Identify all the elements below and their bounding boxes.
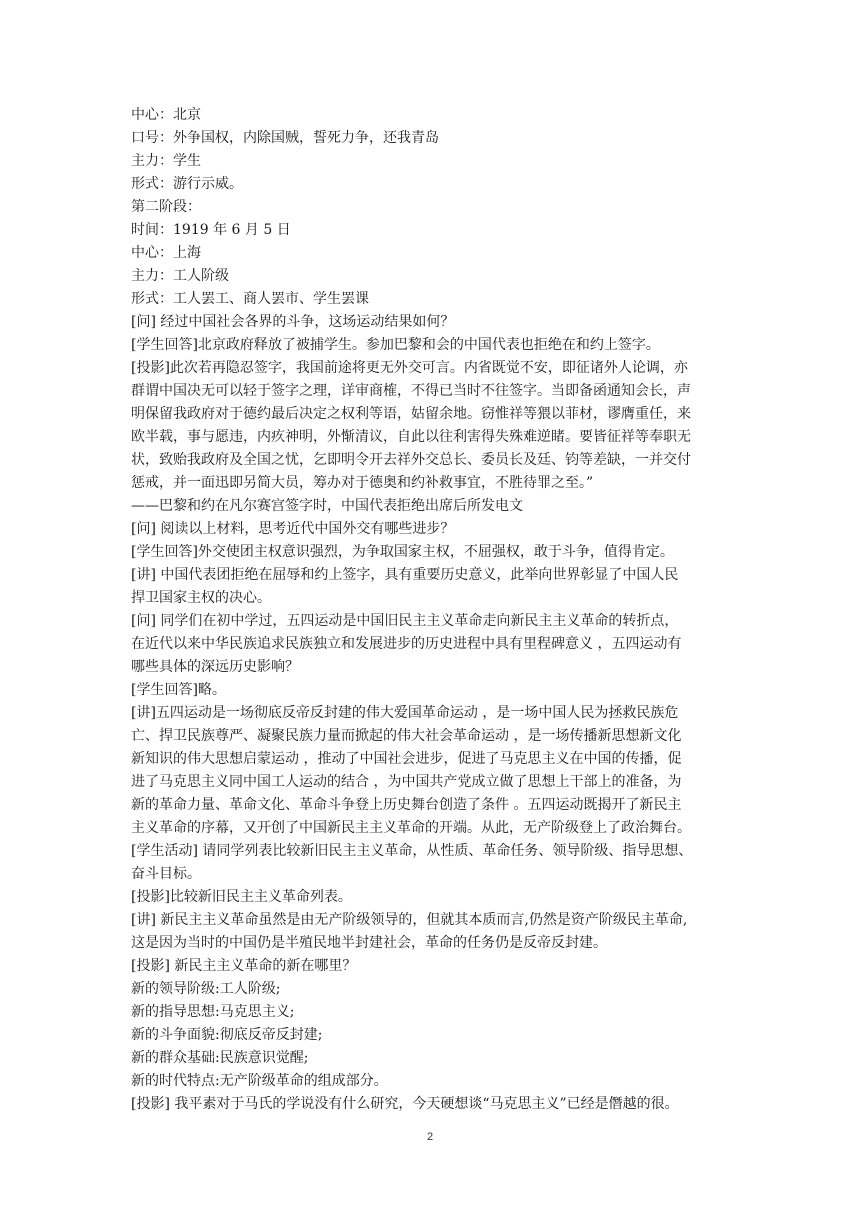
- text-line: 新的群众基础:民族意识觉醒;: [131, 1050, 309, 1066]
- text-line: [讲]五四运动是一场彻底反帝反封建的伟大爱国革命运动 ，是一场中国人民为拯救民族危: [131, 705, 679, 721]
- text-line: [学生活动] 请同学列表比较新旧民主主义革命，从性质、革命任务、领导阶级、指导思想、: [131, 843, 693, 859]
- text-line: 新的革命力量、革命文化、革命斗争登上历史舞台创造了条件 。五四运动既揭开了新民主: [131, 797, 682, 813]
- text-line: 主义革命的序幕，又开创了中国新民主主义革命的开端。从此，无产阶级登上了政治舞台。: [131, 820, 691, 836]
- text-line: [学生回答]北京政府释放了被捕学生。参加巴黎和会的中国代表也拒绝在和约上签字。: [131, 337, 660, 353]
- text-line: 口号：外争国权，内除国贼，誓死力争，还我青岛: [131, 130, 439, 146]
- text-line: ——巴黎和约在凡尔赛宫签字时，中国代表拒绝出席后所发电文: [131, 498, 523, 514]
- page-number: 2: [426, 1131, 434, 1143]
- text-line: [投影]此次若再隐忍签字，我国前途将更无外交可言。内省既觉不安，即征诸外人论调，亦: [131, 360, 688, 376]
- text-line: 中心：北京: [131, 107, 201, 123]
- text-line: [投影] 新民主主义革命的新在哪里？: [131, 958, 357, 974]
- document-body: [131, 104, 731, 1116]
- text-line: 新的斗争面貌:彻底反帝反封建;: [131, 1027, 323, 1043]
- text-line: 主力：工人阶级: [131, 268, 229, 284]
- text-line: 状，致贻我政府及全国之忧，乞即明令开去祥外交总长、委员长及廷、钧等差缺，一并交付: [131, 452, 691, 468]
- text-line: 时间：1919 年 6 月 5 日: [131, 222, 291, 238]
- text-line: 奋斗目标。: [131, 866, 201, 882]
- text-line: [问] 经过中国社会各界的斗争，这场运动结果如何？: [131, 314, 455, 330]
- text-line: [投影] 我平素对于马氏的学说没有什么研究，今天硬想谈“马克思主义”已经是僭越的很。: [131, 1096, 679, 1112]
- text-line: 在近代以来中华民族追求民族独立和发展进步的历史进程中具有里程碑意义 ，五四运动有: [131, 636, 682, 652]
- text-line: 惩戒，并一面迅即另简大员，筹办对于德奥和约补救事宜，不胜待罪之至。”: [131, 475, 594, 491]
- text-line: 形式：游行示威。: [131, 176, 243, 192]
- text-line: [问] 同学们在初中学过，五四运动是中国旧民主主义革命走向新民主主义革命的转折点，: [131, 613, 679, 629]
- text-line: 群谓中国决无可以轻于签字之理，详审商榷，不得已当时不往签字。当即备函通知会长，声: [131, 383, 691, 399]
- text-line: 这是因为当时的中国仍是半殖民地半封建社会，革命的任务仍是反帝反封建。: [131, 935, 607, 951]
- text-line: 进了马克思主义同中国工人运动的结合 ，为中国共产党成立做了思想上干部上的准备，为: [131, 774, 682, 790]
- text-line: 新的时代特点:无产阶级革命的组成部分。: [131, 1073, 388, 1089]
- text-line: 新的领导阶级:工人阶级;: [131, 981, 281, 997]
- text-line: 新的指导思想:马克思主义;: [131, 1004, 295, 1020]
- text-line: [讲] 新民主主义革命虽然是由无产阶级领导的，但就其本质而言,仍然是资产阶级民主革命,: [131, 912, 688, 928]
- text-line: [讲] 中国代表团拒绝在屈辱和约上签字，具有重要历史意义，此举向世界彰显了中国人民: [131, 567, 679, 583]
- text-line: 明保留我政府对于德约最后决定之权利等语，姑留余地。窃惟祥等猥以菲材，谬膺重任，来: [131, 406, 691, 422]
- text-line: 哪些具体的深远历史影响？: [131, 659, 299, 675]
- text-line: [学生回答]略。: [131, 682, 226, 698]
- text-line: 第二阶段：: [131, 199, 201, 215]
- text-line: [问] 阅读以上材料，思考近代中国外交有哪些进步？: [131, 521, 455, 537]
- text-line: 中心：上海: [131, 245, 201, 261]
- text-line: 形式：工人罢工、商人罢市、学生罢课: [131, 291, 369, 307]
- text-line: 欧半载，事与愿违，内疚神明，外惭清议，自此以往利害得失殊难逆睹。要皆征祥等奉职无: [131, 429, 691, 445]
- text-line: 亡、捍卫民族尊严、凝聚民族力量而掀起的伟大社会革命运动 ，是一场传播新思想新文化: [131, 728, 682, 744]
- text-line: [投影]比较新旧民主主义革命列表。: [131, 889, 352, 905]
- text-line: 主力：学生: [131, 153, 201, 169]
- text-line: 新知识的伟大思想启蒙运动 ，推动了中国社会进步，促进了马克思主义在中国的传播，促: [131, 751, 682, 767]
- text-line: 捍卫国家主权的决心。: [131, 590, 271, 606]
- text-line: [学生回答]外交使团主权意识强烈，为争取国家主权，不屈强权，敢于斗争，值得肯定。: [131, 544, 674, 560]
